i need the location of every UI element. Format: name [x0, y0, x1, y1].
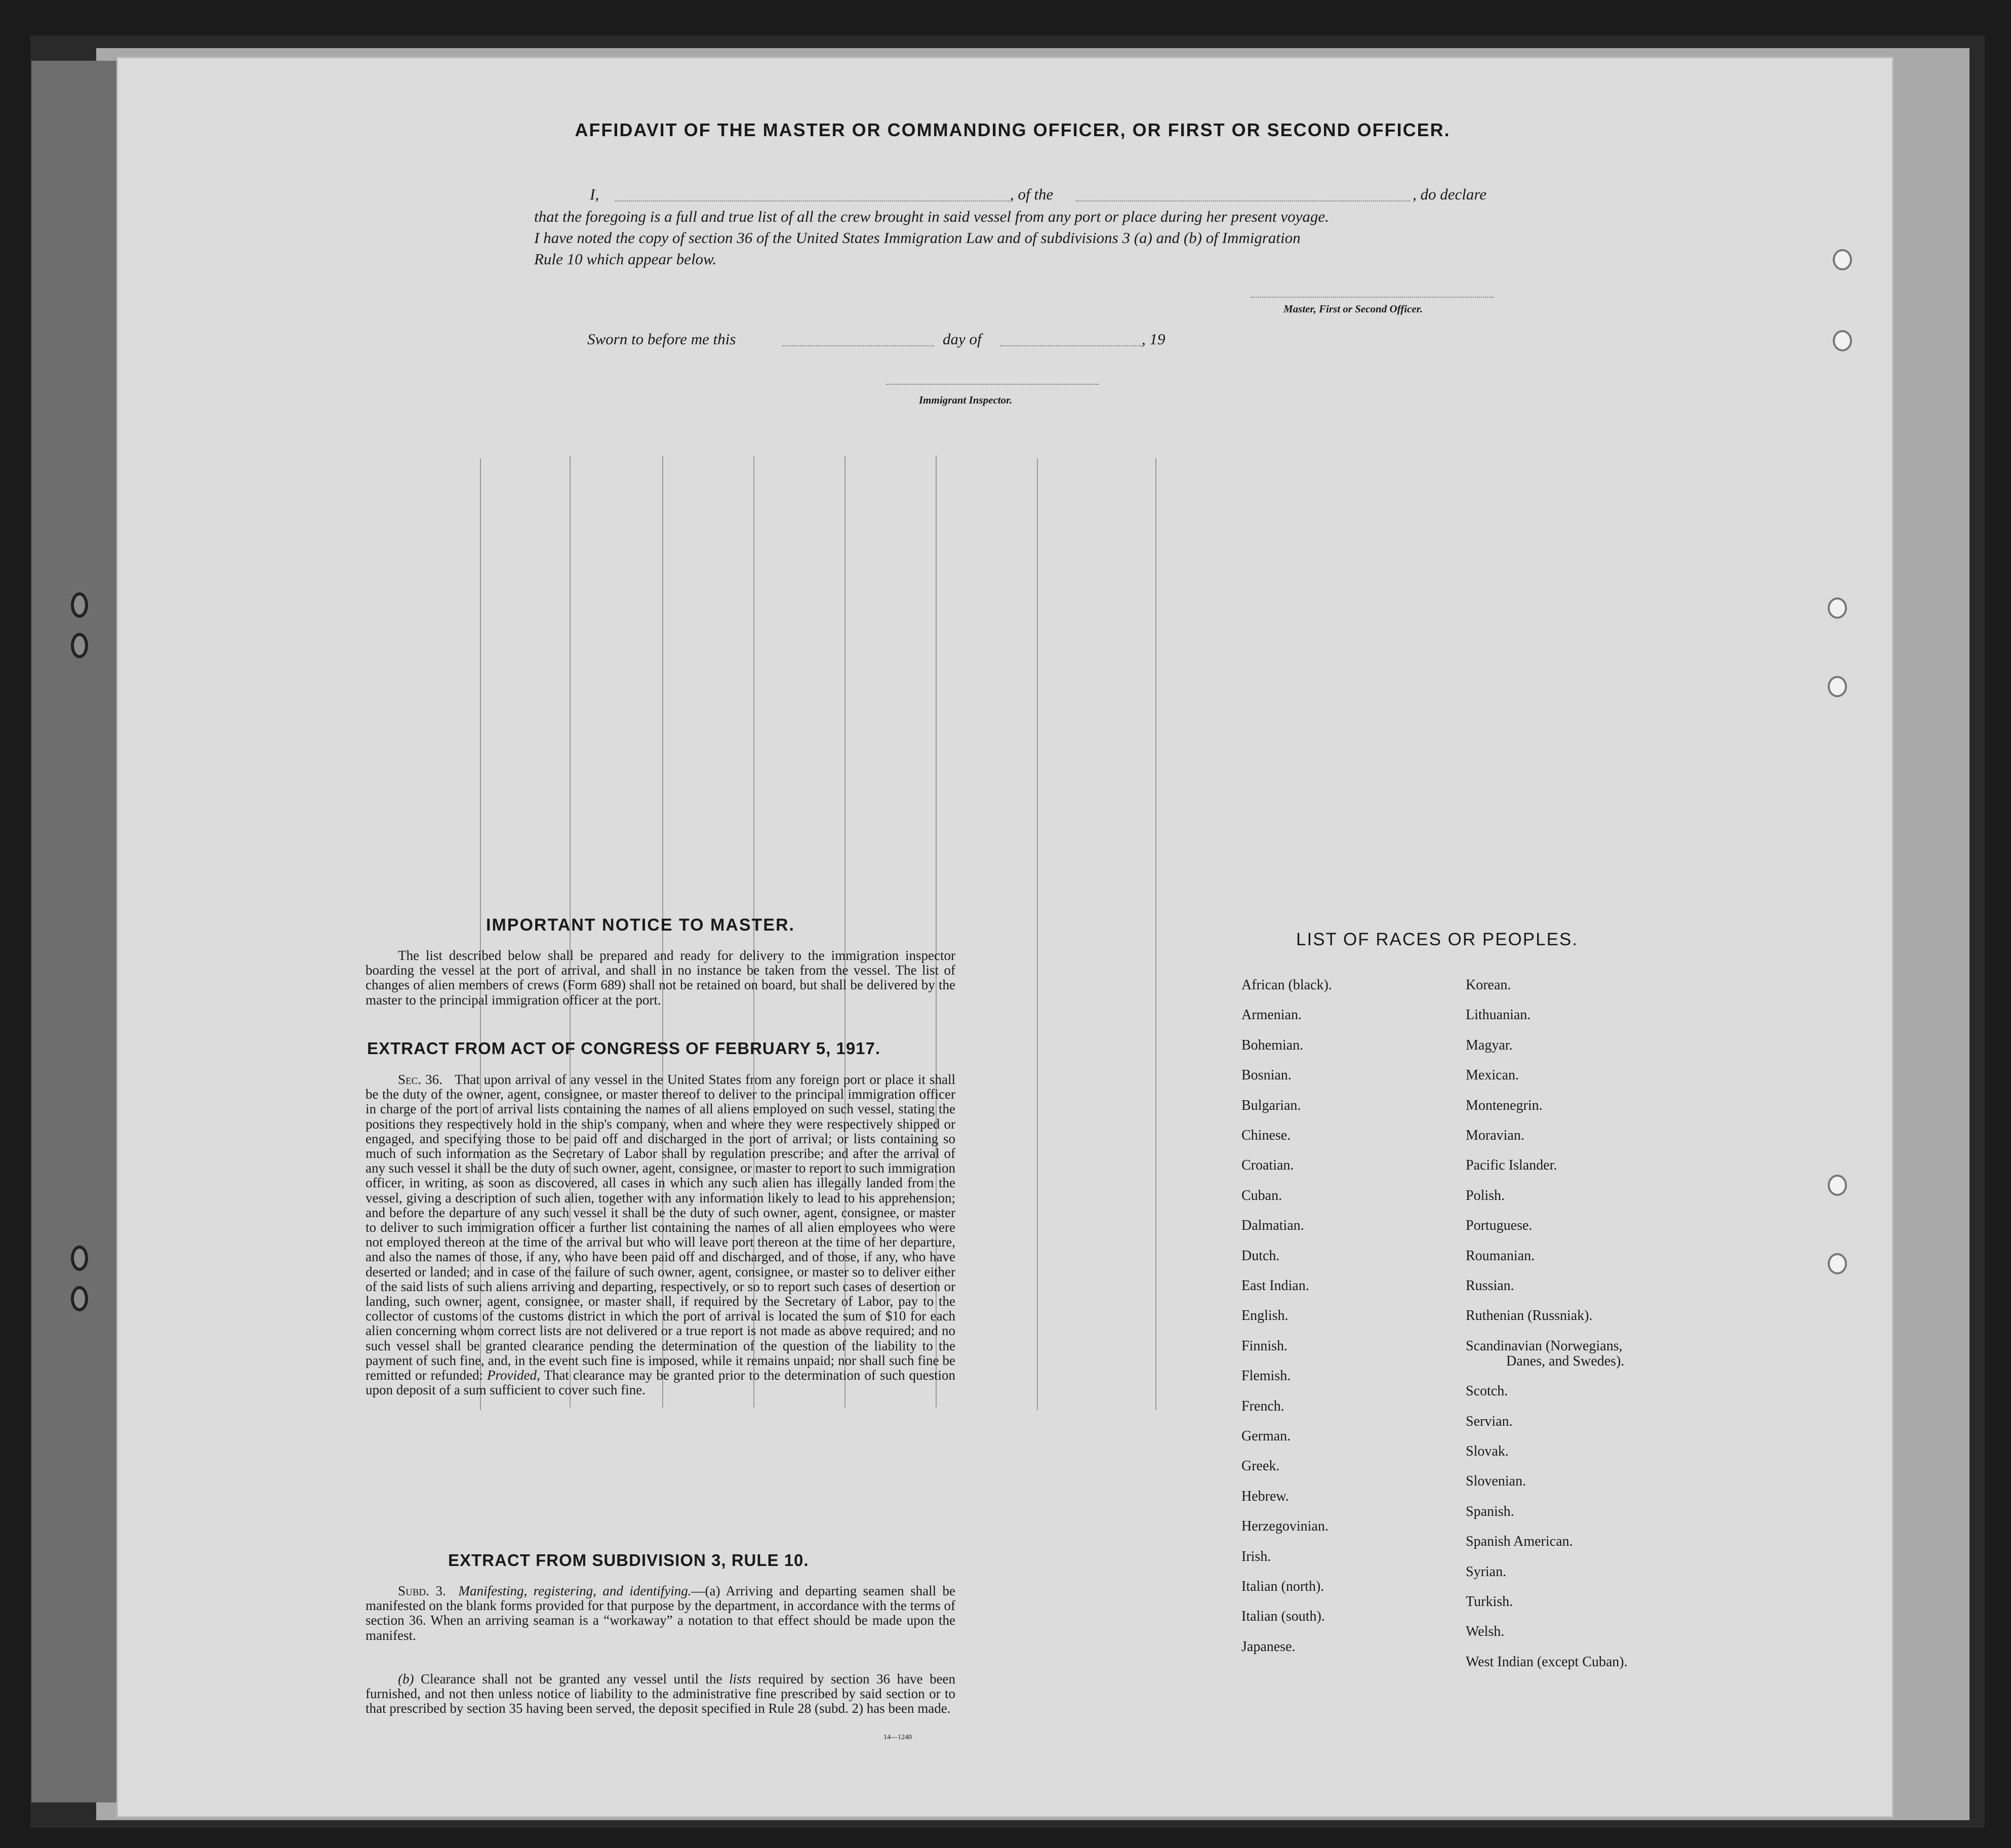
- race-item: Italian (south).: [1241, 1609, 1325, 1625]
- race-item: Spanish American.: [1466, 1534, 1573, 1550]
- race-item: Croatian.: [1241, 1157, 1294, 1174]
- manifest-page: [116, 57, 1894, 1818]
- race-item: Scandinavian (Norwegians,: [1466, 1338, 1623, 1354]
- sec-label: Sec. 36.: [398, 1072, 443, 1087]
- race-item: Welsh.: [1466, 1624, 1505, 1640]
- race-item: Bosnian.: [1241, 1067, 1292, 1083]
- race-item: African (black).: [1241, 977, 1332, 993]
- race-item: Danes, and Swedes).: [1506, 1353, 1625, 1369]
- race-item: Italian (north).: [1241, 1579, 1324, 1594]
- column-rule: [1155, 458, 1156, 1410]
- notice-title: IMPORTANT NOTICE TO MASTER.: [486, 915, 795, 935]
- sworn-day-blank: [782, 345, 934, 346]
- race-item: Servian.: [1466, 1413, 1513, 1429]
- of-the-label: , of the: [1010, 185, 1054, 203]
- affidavit-line-4: Rule 10 which appear below.: [534, 250, 717, 268]
- race-item: French.: [1241, 1398, 1284, 1414]
- race-item: Lithuanian.: [1466, 1007, 1531, 1023]
- race-item: Magyar.: [1466, 1037, 1513, 1053]
- act-body: That upon arrival of any vessel in the United States from any foreign port or place it shall be the duty of the owner, agent, consignee, or master thereof to deliver to the principal immigration officer in charge of the port of arrival lists containing the names of all aliens employed on such vessel, stating the positions they respectively hold in the ship's company, when and where they were respectively shipped or engaged, and specifying those to be paid off and discharged in the port of arrival; or lists containing so much of such information as the Secretary of Labor shall by regulation prescribe; and after the arrival of any such vessel it shall be the duty of such owner, agent, consignee, or master to report to such immigration officer, in writing, as soon as discovered, all cases in which any such alien has illegally landed from the vessel, giving a description of such alien, together with any information likely to lead to his apprehension; and before the departure of any such vessel it shall be the duty of such owner, agent, consignee, or master to deliver to such immigration officer a further list containing the names of all alien employees who were not employed thereon at the time of the arrival but who will leave port thereon at the time of her departure, and also the names of those, if any, who have been paid off and discharged, and of those, if any, who have deserted or landed; and in case of the failure of such owner, agent, consignee, or master so to deliver either of the said lists of such aliens arriving and departing, respectively, or so to report such cases of desertion or landing, such owner, agent, consignee, or master shall, if required by the Secretary of Labor, pay to the collector of customs of the customs district in which the port of arrival is located the sum of $10 for each alien concerning whom correct lists are not delivered or a true report is not made as above required; and no such vessel shall be granted clearance pending the determination of the question of the liability to the payment of such fine, and, in the event such fine is imposed, while it remains unpaid; nor shall such fine be remitted or refunded:: [366, 1072, 956, 1383]
- do-declare-label: , do declare: [1413, 185, 1487, 203]
- notice-body: The list described below shall be prepared and ready for delivery to the immigration inspector boarding the vessel at the port of arrival, and shall in no instance be taken from the vessel. The list of changes of alien members of crews (Form 689) shall not be retained on board, but shall be delivered by the master to the principal immigration officer at the port.: [366, 948, 955, 1008]
- b-text-2: required by section 36 have been furnished, and not then unless notice of liability to the administrative fine prescribed by said section or to that prescribed by section 35 having been served, the deposit specified in Rule 28 (subd. 2) has been made.: [366, 1671, 956, 1716]
- notice-text: [366, 948, 955, 1008]
- punch-hole-icon: [1828, 1253, 1847, 1274]
- act-title: EXTRACT FROM ACT OF CONGRESS OF FEBRUARY 5, 1917.: [367, 1039, 881, 1058]
- race-item: East Indian.: [1241, 1278, 1309, 1294]
- inspector-label: Immigrant Inspector.: [919, 394, 1013, 406]
- race-item: Slovenian.: [1466, 1473, 1526, 1490]
- rule-text-b: [366, 1672, 955, 1716]
- race-item: Hebrew.: [1241, 1488, 1289, 1504]
- race-item: Spanish.: [1466, 1503, 1514, 1519]
- subd-label: Subd. 3.: [398, 1583, 446, 1598]
- race-item: Pacific Islander.: [1466, 1157, 1557, 1174]
- race-item: Flemish.: [1241, 1368, 1291, 1384]
- name-blank: [615, 200, 1010, 202]
- rule-title: EXTRACT FROM SUBDIVISION 3, RULE 10.: [448, 1551, 809, 1570]
- races-title: LIST OF RACES OR PEOPLES.: [1296, 930, 1579, 949]
- b-label: (b): [398, 1671, 414, 1686]
- race-item: Portuguese.: [1466, 1218, 1533, 1234]
- a-text: Arriving and departing seamen shall be manifested on the blank forms provided for that purpose by the department, in accordance with the terms of section 36. When an arriving seaman is a “workaway” a notation to that effect should be made upon the manifest.: [366, 1583, 955, 1643]
- race-item: Korean.: [1466, 977, 1511, 993]
- race-item: Greek.: [1241, 1458, 1280, 1474]
- binding-strip: [31, 61, 116, 1802]
- vessel-blank: [1076, 200, 1410, 202]
- race-item: English.: [1241, 1308, 1289, 1324]
- b-lists: lists: [729, 1671, 751, 1686]
- punch-hole-icon: [1828, 676, 1847, 697]
- rule-text-a: [366, 1584, 955, 1643]
- punch-hole-icon: [1833, 249, 1852, 270]
- race-item: Bulgarian.: [1241, 1097, 1301, 1113]
- master-signature-blank: [1251, 297, 1494, 298]
- race-item: Mexican.: [1466, 1067, 1519, 1083]
- race-item: Dalmatian.: [1241, 1218, 1304, 1234]
- punch-hole-icon: [1828, 1175, 1847, 1196]
- race-item: Syrian.: [1466, 1563, 1507, 1580]
- race-item: Polish.: [1466, 1187, 1505, 1203]
- race-item: Japanese.: [1241, 1638, 1296, 1655]
- race-item: Chinese.: [1241, 1128, 1291, 1143]
- sworn-label: Sworn to before me this: [587, 330, 736, 348]
- binder-ring-icon: [71, 592, 88, 618]
- form-number: 14—1240: [883, 1734, 912, 1741]
- affidavit-i-label: I,: [590, 185, 599, 203]
- punch-hole-icon: [1833, 330, 1852, 351]
- act-body-end: That clearance may be granted prior to the determination of such question upon deposit of a sum sufficient to cover such fine.: [366, 1368, 955, 1398]
- binder-ring-icon: [71, 633, 88, 658]
- race-item: Russian.: [1466, 1278, 1514, 1294]
- act-text: [366, 1072, 955, 1397]
- race-item: Irish.: [1241, 1548, 1271, 1564]
- provided-word: Provided,: [487, 1368, 540, 1383]
- race-item: Herzegovinian.: [1241, 1518, 1329, 1535]
- race-item: Moravian.: [1466, 1128, 1524, 1143]
- binder-ring-icon: [71, 1246, 88, 1271]
- race-item: Bohemian.: [1241, 1037, 1304, 1053]
- day-of-label: day of: [943, 330, 982, 348]
- race-item: Roumanian.: [1466, 1248, 1535, 1264]
- column-rule: [1037, 458, 1038, 1410]
- race-item: Montenegrin.: [1466, 1097, 1543, 1113]
- race-item: West Indian (except Cuban).: [1466, 1654, 1628, 1670]
- race-item: Dutch.: [1241, 1248, 1280, 1264]
- race-item: Slovak.: [1466, 1443, 1509, 1459]
- race-item: Finnish.: [1241, 1338, 1288, 1354]
- sworn-month-blank: [1000, 345, 1142, 346]
- race-item: Armenian.: [1241, 1007, 1302, 1023]
- affidavit-title: AFFIDAVIT OF THE MASTER OR COMMANDING OFFICER, OR FIRST OR SECOND OFFICER.: [575, 119, 1451, 140]
- race-item: Turkish.: [1466, 1594, 1513, 1610]
- race-item: Scotch.: [1466, 1383, 1508, 1399]
- punch-hole-icon: [1828, 597, 1847, 619]
- master-signature-label: Master, First or Second Officer.: [1283, 303, 1423, 315]
- a-label: —(a): [691, 1583, 720, 1598]
- b-text-1: Clearance shall not be granted any vessel until the: [421, 1671, 722, 1686]
- binder-ring-icon: [71, 1286, 88, 1311]
- race-item: Ruthenian (Russniak).: [1466, 1308, 1593, 1324]
- race-item: Cuban.: [1241, 1187, 1282, 1203]
- affidavit-line-3: I have noted the copy of section 36 of the United States Immigration Law and of subdivisions 3 (a) and (b) of Immigration: [534, 229, 1301, 247]
- affidavit-line-2: that the foregoing is a full and true list of all the crew brought in said vessel from any port or place during her present voyage.: [534, 208, 1329, 225]
- subd-heading: Manifesting, registering, and identifying.: [458, 1583, 692, 1598]
- race-item: German.: [1241, 1428, 1291, 1444]
- year-label: , 19: [1142, 330, 1165, 348]
- inspector-signature-blank: [886, 384, 1099, 385]
